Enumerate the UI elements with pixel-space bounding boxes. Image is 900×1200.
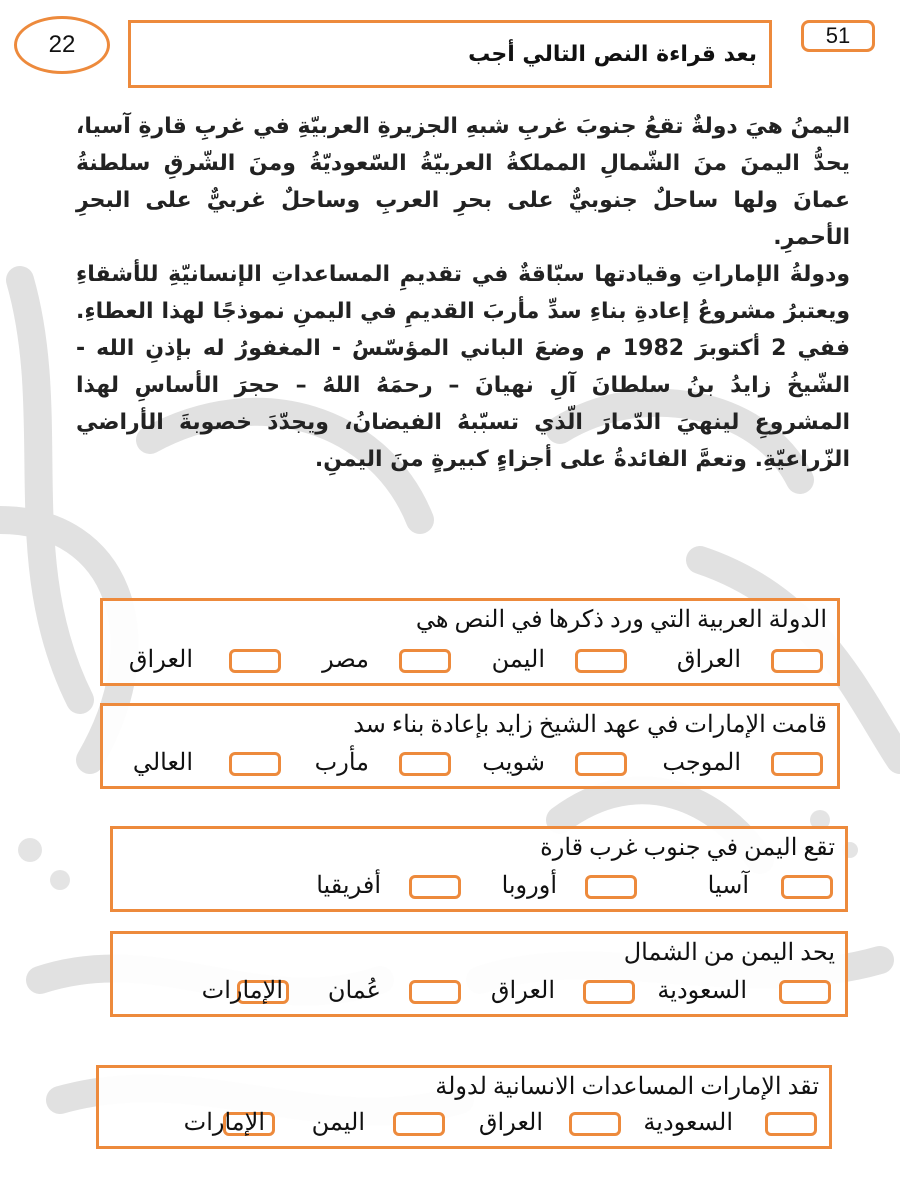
option-label: مأرب [314, 750, 369, 776]
option-label: العراق [490, 978, 555, 1004]
option-checkbox[interactable] [393, 1112, 445, 1136]
reading-passage [76, 108, 850, 478]
option-label: العراق [478, 1110, 543, 1136]
question-2-text: قامت الإمارات في عهد الشيخ زايد بإعادة بناء سد [353, 712, 827, 738]
instruction-title: بعد قراءة النص التالي أجب [468, 41, 757, 67]
option-label: أفريقيا [316, 873, 381, 899]
option-label: السعودية [657, 978, 747, 1004]
question-2 [100, 703, 840, 789]
option-label: العراق [676, 647, 741, 673]
question-1-options [103, 645, 837, 677]
option-checkbox[interactable] [781, 875, 833, 899]
option-checkbox[interactable] [765, 1112, 817, 1136]
instruction-box [128, 20, 772, 88]
option-checkbox[interactable] [583, 980, 635, 1004]
option-label: العراق [128, 647, 193, 673]
option-checkbox[interactable] [409, 875, 461, 899]
option-label: مصر [322, 647, 369, 673]
option-label: أوروبا [501, 873, 557, 899]
option-label: الموجب [662, 750, 741, 776]
option-checkbox[interactable] [771, 649, 823, 673]
question-1-text: الدولة العربية التي ورد ذكرها في النص هي [415, 607, 827, 633]
option-label: آسيا [707, 873, 749, 899]
option-checkbox[interactable] [585, 875, 637, 899]
page-number-right-text: 51 [825, 23, 851, 48]
question-5-options [99, 1108, 829, 1140]
page-number-left-text: 22 [48, 31, 76, 58]
option-checkbox[interactable] [399, 752, 451, 776]
option-checkbox[interactable] [779, 980, 831, 1004]
question-4-options [113, 976, 845, 1008]
question-4 [110, 931, 848, 1017]
option-checkbox[interactable] [575, 752, 627, 776]
option-label: الإمارات [201, 978, 283, 1004]
option-checkbox[interactable] [229, 649, 281, 673]
question-5-text: تقد الإمارات المساعدات الانسانية لدولة [435, 1074, 819, 1100]
page-number-right [801, 20, 875, 52]
option-checkbox[interactable] [771, 752, 823, 776]
option-label: شويب [482, 750, 545, 776]
question-3-text: تقع اليمن في جنوب غرب قارة [540, 835, 835, 861]
option-checkbox[interactable] [575, 649, 627, 673]
question-3 [110, 826, 848, 912]
page-number-left [14, 16, 110, 74]
option-label: اليمن [311, 1110, 365, 1136]
question-5 [96, 1065, 832, 1149]
option-label: العالي [132, 750, 193, 776]
option-checkbox[interactable] [229, 752, 281, 776]
passage-paragraph-2: ودولةُ الإماراتِ وقيادتها سبّاقةٌ في تقديمِ المساعداتِ الإنسانيّةِ للأشقاءِ ويعتبرُ مشروعُ إعادةِ بناءِ سدِّ مأربَ القديمِ في اليمنِ نموذجًا لهذا العطاءِ. ففي 2 أكتوبرَ 1982 م وضعَ الباني المؤسّسُ - المغفورُ له بإذنِ الله - الشّيخُ زايدُ بنُ سلطانَ آلِ نهيانَ – رحمَهُ اللهُ – حجرَ الأساسِ لهذا المشروعِ لينهيَ الدّمارَ الّذي تسبّبهُ الفيضانُ، ويجدّدَ خصوبةَ الأراضي الزّراعيّةِ. وتعمَّ الفائدةُ على أجزاءٍ كبيرةٍ منَ اليمنِ. [76, 262, 851, 472]
question-3-options [113, 871, 845, 903]
question-4-text: يحد اليمن من الشمال [623, 940, 835, 966]
option-label: عُمان [327, 978, 381, 1004]
question-2-options [103, 748, 837, 780]
question-1 [100, 598, 840, 686]
option-label: اليمن [491, 647, 545, 673]
option-label: الإمارات [183, 1110, 265, 1136]
option-checkbox[interactable] [399, 649, 451, 673]
passage-paragraph-1: اليمنُ هيَ دولةٌ تقعُ جنوبَ غربِ شبهِ الجزيرةِ العربيّةِ في غربِ قارةِ آسيا، يحدُّ اليمنَ منَ الشّمالِ المملكةُ العربيّةُ السّعوديّةُ ومنَ الشّرقِ سلطنةُ عمانَ ولها ساحلٌ جنوبيٌّ على بحرِ العربِ وساحلٌ غربيٌّ على البحرِ الأحمرِ. [76, 114, 850, 250]
option-checkbox[interactable] [409, 980, 461, 1004]
option-label: السعودية [643, 1110, 733, 1136]
option-checkbox[interactable] [569, 1112, 621, 1136]
